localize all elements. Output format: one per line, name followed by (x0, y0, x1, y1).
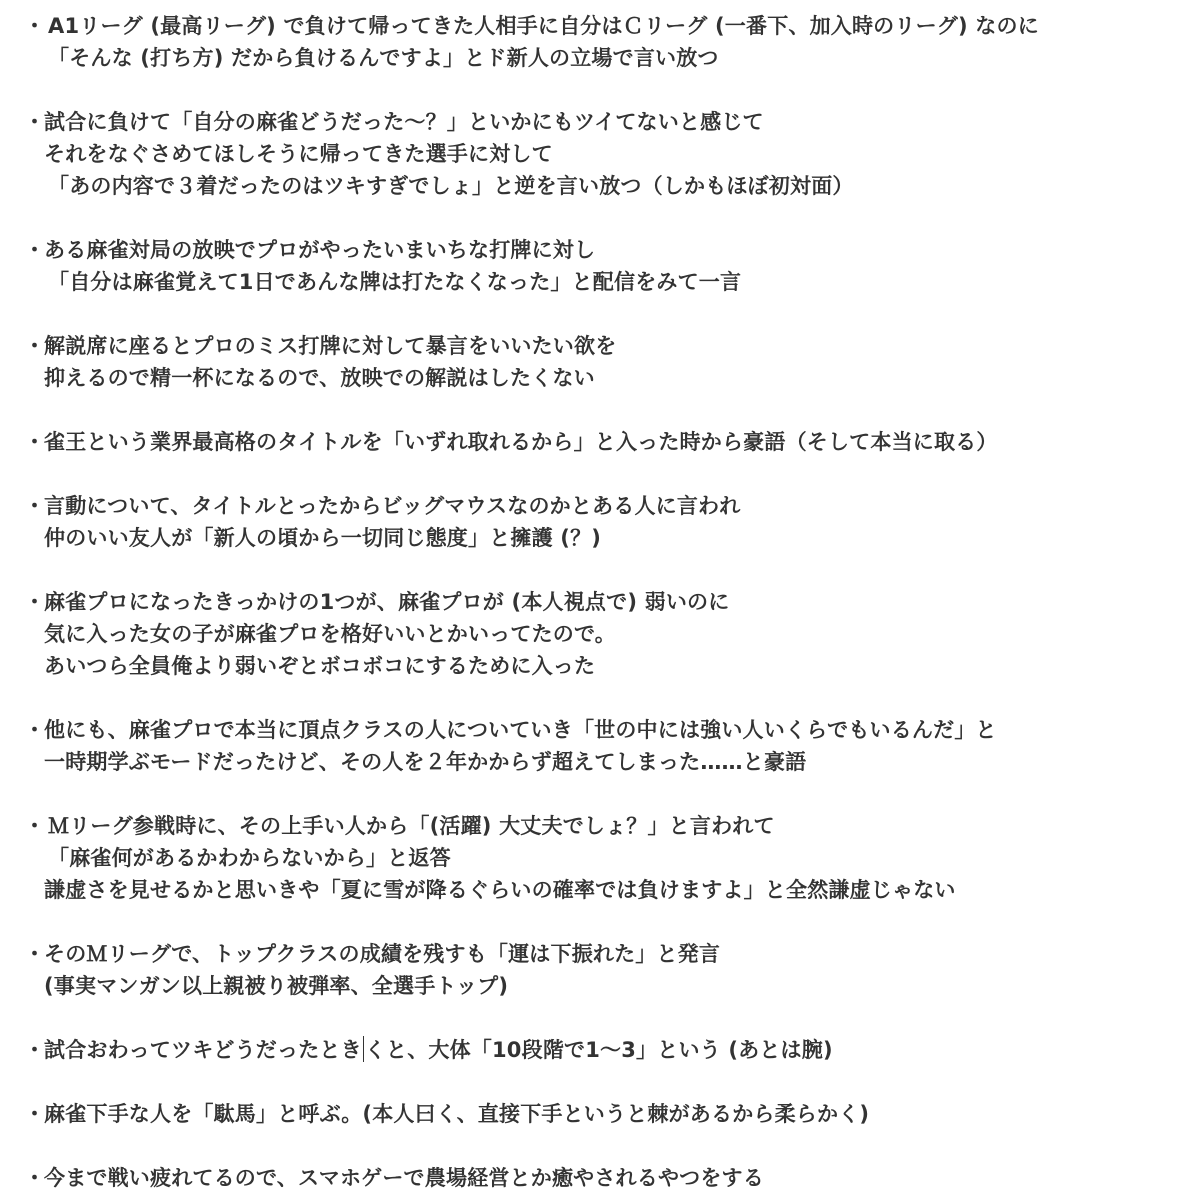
item-line: 一時期学ぶモードだったけど、その人を２年かからず超えてしまった……と豪語 (44, 750, 807, 774)
item-line: 仲のいい友人が「新人の頃から一切同じ態度」と擁護 (？) (44, 526, 602, 550)
bullet: ・ (24, 1038, 45, 1062)
list-item (0, 490, 1184, 554)
text-segment: 試合おわってツキどうだったとき (44, 1038, 362, 1062)
list-item (0, 1034, 1184, 1066)
list-item (0, 330, 1184, 394)
list-item (0, 714, 1184, 778)
bullet: ・ (24, 430, 45, 454)
item-line: 謙虚さを見せるかと思いきや「夏に雪が降るぐらいの確率では負けますよ」と全然謙虚じゃない (44, 878, 956, 902)
text-cursor (363, 1036, 364, 1062)
list-item (0, 810, 1184, 906)
item-line: Ｍリーグ参戦時に、その上手い人から「(活躍) 大丈夫でしょ？」と言われて (48, 814, 775, 838)
bullet: ・ (24, 814, 45, 838)
item-line: 試合に負けて「自分の麻雀どうだった〜？」といかにもツイてないと感じて (44, 110, 764, 134)
list-item (0, 938, 1184, 1002)
item-line: 雀王という業界最高格のタイトルを「いずれ取れるから」と入った時から豪語（そして本当に取る） (44, 430, 998, 454)
item-line: (事実マンガン以上親被り被弾率、全選手トップ) (44, 974, 509, 998)
item-line: あいつら全員俺より弱いぞとボコボコにするために入った (44, 654, 596, 678)
bullet: ・ (24, 718, 45, 742)
item-line: 言動について、タイトルとったからビッグマウスなのかとある人に言われ (44, 494, 741, 518)
bullet: ・ (24, 942, 45, 966)
item-line: 「自分は麻雀覚えて1日であんな牌は打たなくなった」と配信をみて一言 (48, 270, 742, 294)
item-line: そのＭリーグで、トップクラスの成績を残すも「運は下振れた」と発言 (44, 942, 721, 966)
bullet: ・ (24, 590, 45, 614)
item-line: それをなぐさめてほしそうに帰ってきた選手に対して (44, 142, 553, 166)
item-line: 「麻雀何があるかわからないから」と返答 (48, 846, 451, 870)
bullet: ・ (24, 14, 45, 38)
item-line: 解説席に座るとプロのミス打牌に対して暴言をいいたい欲を (44, 334, 617, 358)
item-line: 麻雀下手な人を「駄馬」と呼ぶ。(本人曰く、直接下手というと棘があるから柔らかく) (44, 1102, 870, 1126)
item-line (0, 1034, 1184, 1066)
item-line: 気に入った女の子が麻雀プロを格好いいとかいってたので。 (44, 622, 616, 646)
bullet: ・ (24, 1102, 45, 1126)
item-line: 麻雀プロになったきっかけの1つが、麻雀プロが (本人視点で) 弱いのに (44, 590, 730, 614)
list-item (0, 1162, 1184, 1194)
bullet: ・ (24, 494, 45, 518)
item-line: 他にも、麻雀プロで本当に頂点クラスの人についていき「世の中には強い人いくらでもいるんだ」と (44, 718, 997, 742)
list-item (0, 586, 1184, 682)
item-line: 今まで戦い疲れてるので、スマホゲーで農場経営とか癒やされるやつをする (44, 1166, 764, 1190)
item-line: A1リーグ (最高リーグ) で負けて帰ってきた人相手に自分はＣリーグ (一番下、加入時のリーグ) なのに (48, 14, 1039, 38)
list-item (0, 234, 1184, 298)
item-line: 抑えるので精一杯になるので、放映での解説はしたくない (44, 366, 595, 390)
item-line: ある麻雀対局の放映でプロがやったいまいちな打牌に対し (44, 238, 596, 262)
bullet: ・ (24, 1166, 45, 1190)
item-line: 「そんな (打ち方) だから負けるんですよ」とド新人の立場で言い放つ (48, 46, 719, 70)
list-item (0, 10, 1184, 74)
bullet: ・ (24, 238, 45, 262)
bullet: ・ (24, 110, 45, 134)
text-segment: くと、大体「10段階で1〜3」という (あとは腕) (364, 1038, 833, 1062)
bullet: ・ (24, 334, 45, 358)
item-line: 「あの内容で３着だったのはツキすぎでしょ」と逆を言い放つ（しかもほぼ初対面） (48, 174, 854, 198)
list-item (0, 1098, 1184, 1130)
list-item (0, 106, 1184, 202)
list-item (0, 426, 1184, 458)
